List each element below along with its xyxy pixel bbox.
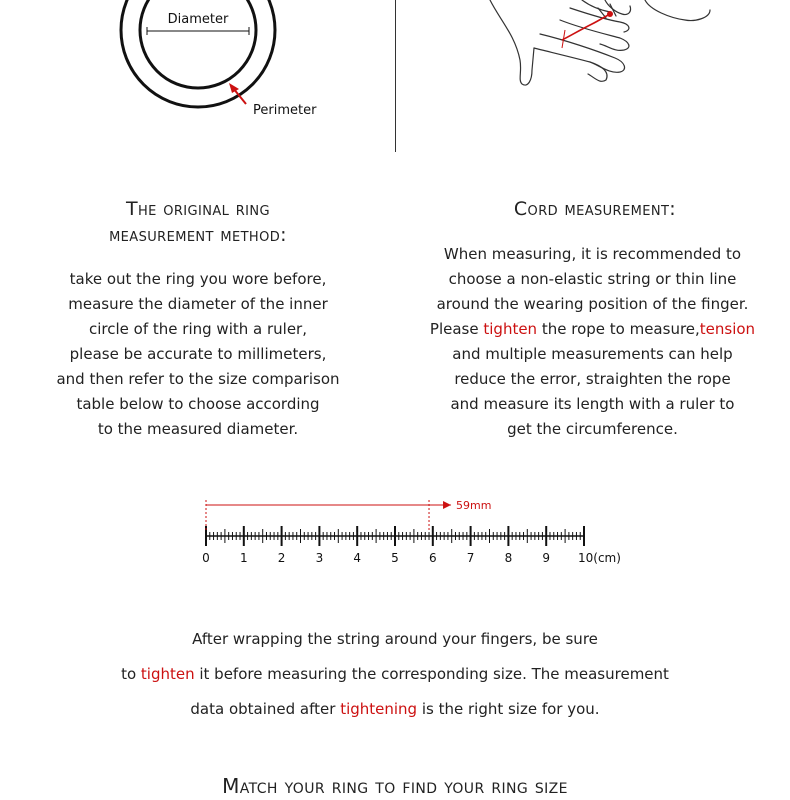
ruler-tick-label: 9 bbox=[542, 551, 551, 565]
ruler-tick-label: 1 bbox=[239, 551, 248, 565]
ruler-tick-label: 7 bbox=[466, 551, 475, 565]
hand-measurement-icon bbox=[470, 0, 730, 100]
highlight-tighten-2: tighten bbox=[140, 665, 195, 683]
ruler-tick-label: 4 bbox=[353, 551, 362, 565]
original-method-heading: The original ring measurement method: bbox=[109, 198, 287, 246]
ruler-tick-label: 6 bbox=[428, 551, 437, 565]
cord-method-description: When measuring, it is recommended to choose a non-elastic string or thin line around the wearing position of the finger. Please tighten the rope to measure,tension and multiple measurements can help reduce the error, straighten the rope and measure its length with a ruler to get the circumference. bbox=[429, 245, 756, 438]
cord-method-heading: Cord measurement: bbox=[513, 198, 677, 220]
perimeter-label: Perimeter bbox=[253, 103, 317, 118]
measurement-label: 59mm bbox=[456, 499, 492, 512]
ruler-tick-label: 3 bbox=[315, 551, 324, 565]
ruler-tick-label: 8 bbox=[504, 551, 513, 565]
highlight-tighten: tighten bbox=[483, 320, 538, 338]
original-method-description: take out the ring you wore before, measure the diameter of the inner circle of the ring with a ruler, please be accurate to millimeters, and then refer to the size comparison table below to choose according to the measured diameter. bbox=[56, 270, 340, 438]
diameter-label: Diameter bbox=[167, 12, 229, 27]
column-divider bbox=[395, 0, 396, 152]
ruler-tick-label: 10(cm) bbox=[578, 551, 621, 565]
ring-diagram bbox=[110, 0, 350, 130]
perimeter-arrow-head bbox=[229, 83, 239, 93]
measuring-cord bbox=[562, 14, 610, 40]
highlight-tension: tension bbox=[699, 320, 756, 338]
ruler-tick-label: 5 bbox=[391, 551, 399, 565]
ruler-tick-label: 0 bbox=[202, 551, 210, 565]
tighten-instructions: After wrapping the string around your fingers, be sure to tighten it before measuring the corresponding size. The measurement data obtained after tightening is the right size for you. bbox=[121, 630, 669, 718]
measurement-arrow-head bbox=[443, 501, 451, 509]
ruler-tick-label: 2 bbox=[277, 551, 286, 565]
ruler-tick-labels bbox=[202, 551, 621, 565]
match-ring-heading: Match your ring to find your ring size bbox=[222, 774, 568, 798]
ruler-illustration bbox=[195, 490, 635, 570]
highlight-tightening: tightening bbox=[340, 700, 418, 718]
